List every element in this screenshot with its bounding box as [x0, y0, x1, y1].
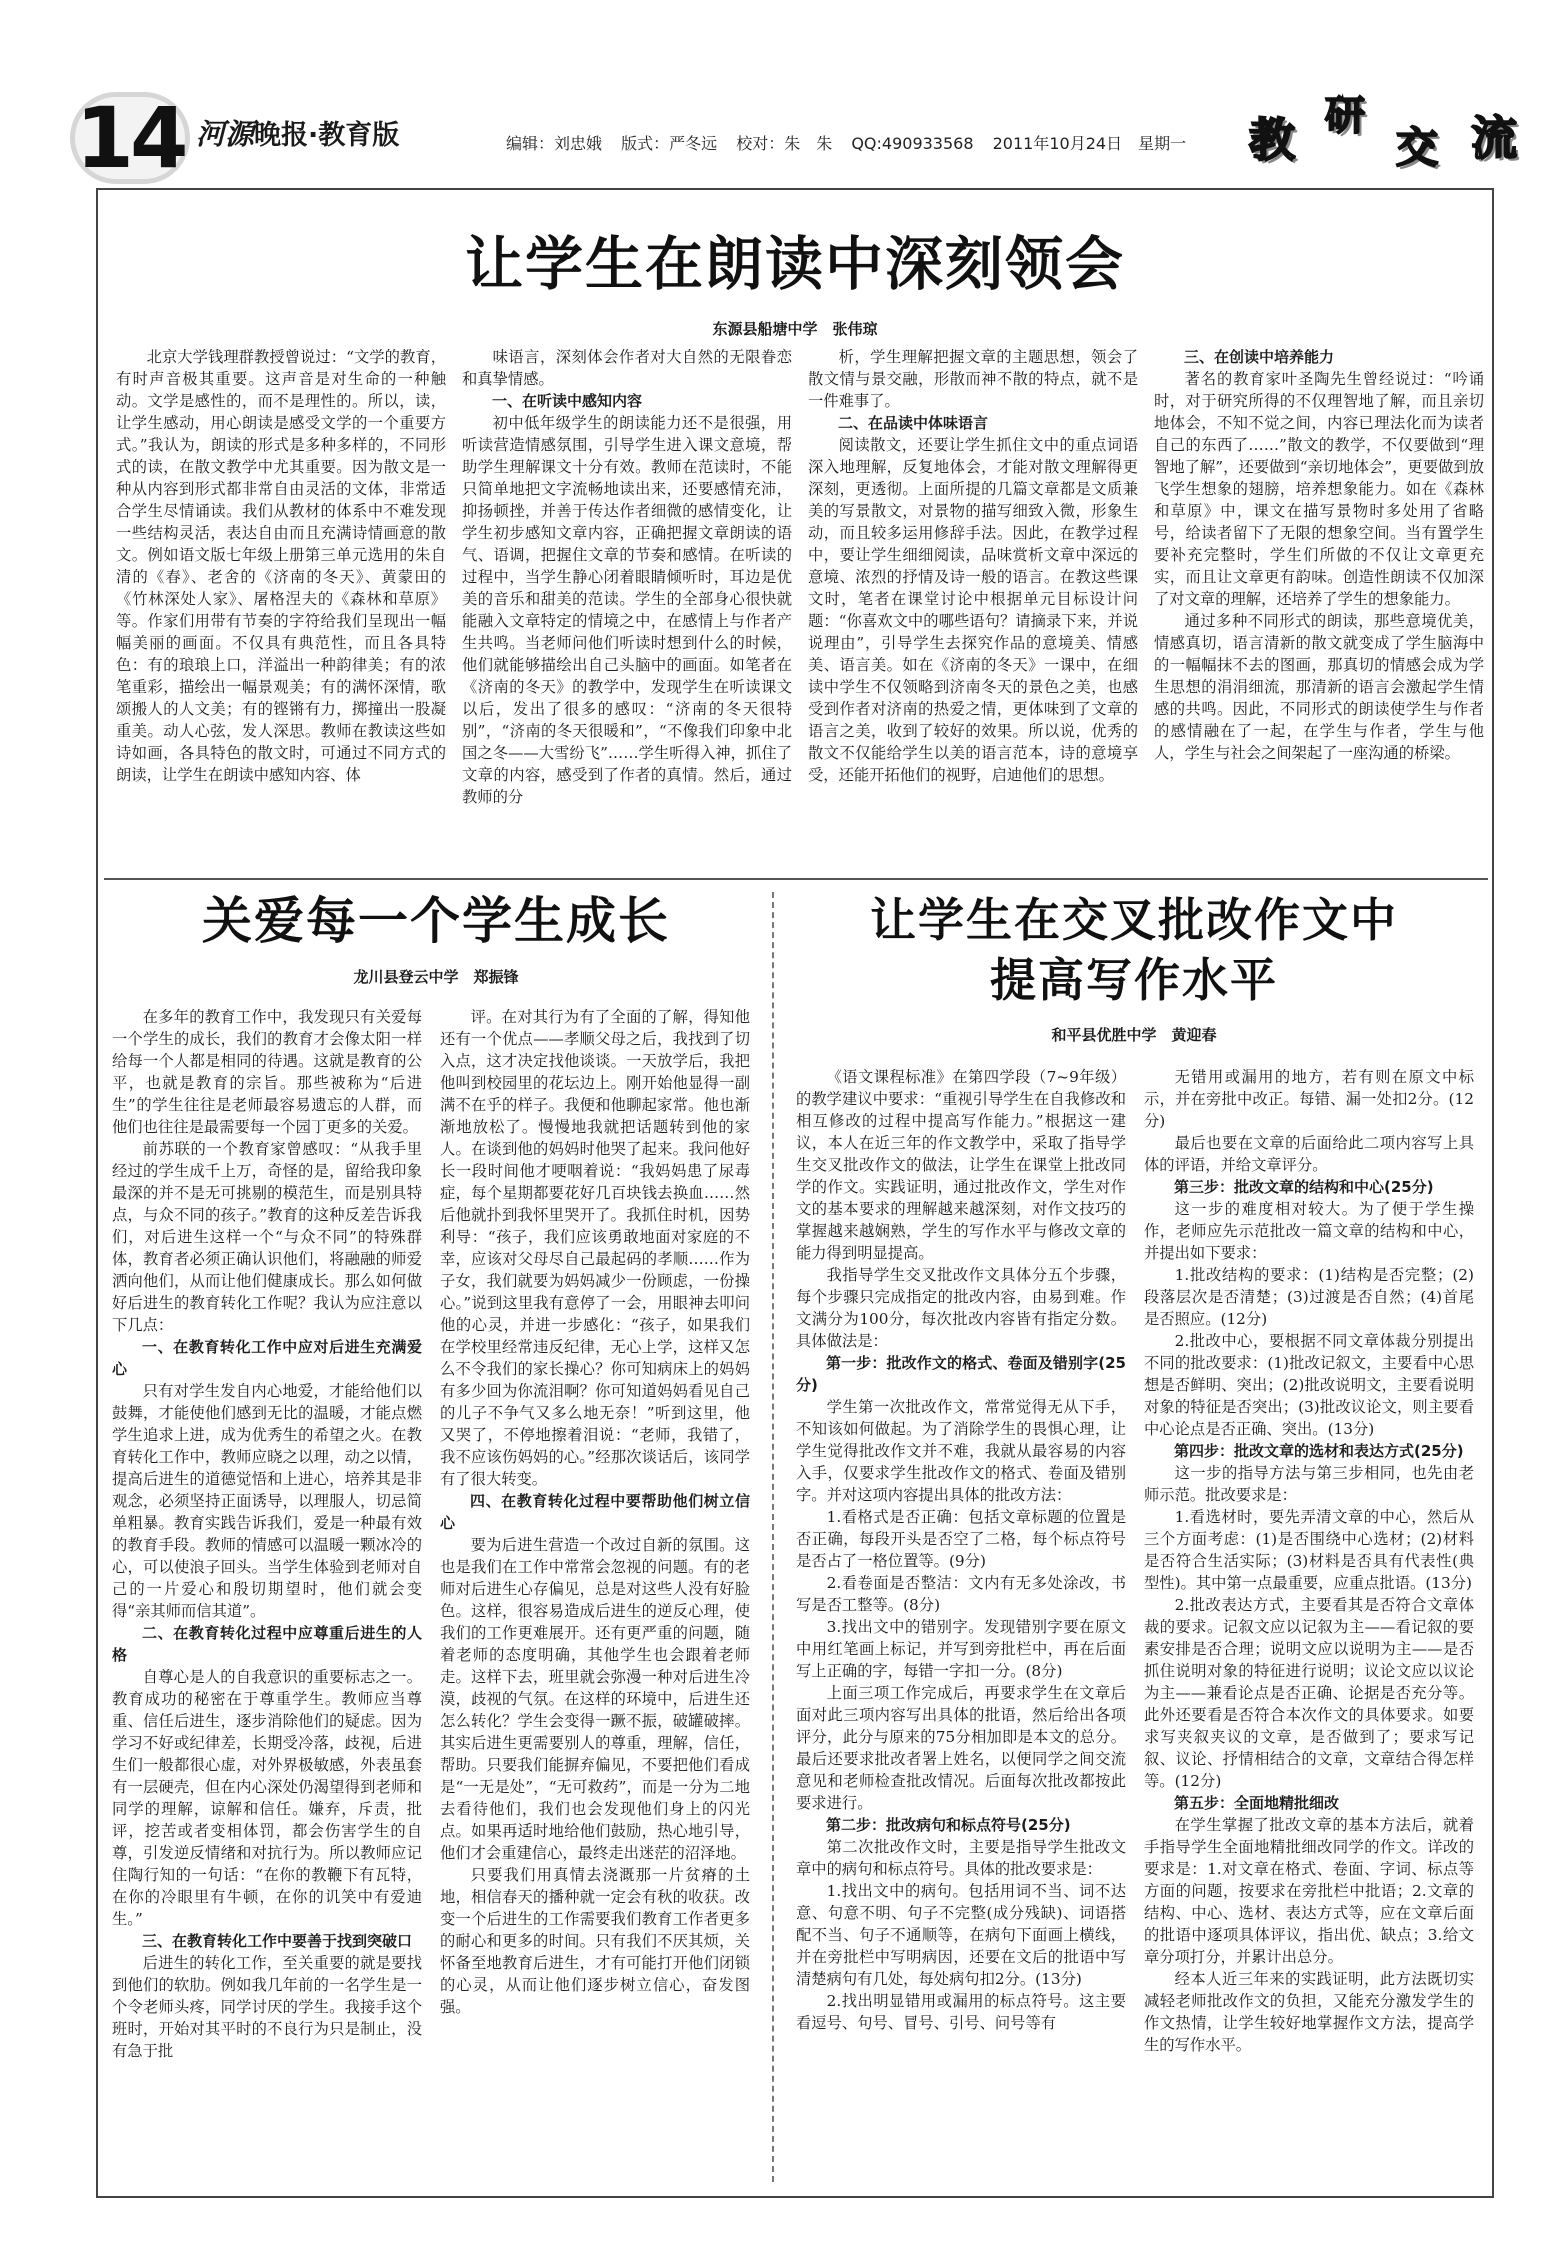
paragraph: 这一步的难度相对较大。为了便于学生操作，老师应先示范批改一篇文章的结构和中心，并提出如下要求：	[1144, 1200, 1474, 1262]
section-heading: 第二步：批改病句和标点符号(25分)	[826, 1816, 1071, 1834]
paragraph: 只有对学生发自内心地爱，才能给他们以鼓舞，才能使他们感到无比的温暖，才能点燃学生追求上进，成为优秀生的希望之火。在教育转化工作中，教师应晓之以理，动之以情，提高后进生的道德觉悟和上进心，培养其是非观念，必须坚持正面诱导，以理服人，切忌简单粗暴。教育实践告诉我们，爱是一种最有效的教育手段。教师的情感可以温暖一颗冰冷的心，可以使浪子回头。当学生体验到老师对自己的一片爱心和殷切期望时，他们就会变得“亲其师而信其道”。	[112, 1382, 422, 1620]
article-3-title-line-1: 让学生在交叉批改作文中	[870, 893, 1398, 947]
qq-number: QQ:490933568	[851, 134, 974, 153]
section-heading: 二、在教育转化过程中应尊重后进生的人格	[112, 1624, 422, 1664]
article-3-col-2	[1144, 1066, 1474, 2186]
section-heading: 一、在听读中感知内容	[492, 392, 643, 410]
proof-credit: 校对：朱 朱	[736, 134, 833, 153]
paragraph: 无错用或漏用的地方，若有则在原文中标示，并在旁批中改正。每错、漏一处扣2分。(12分)	[1144, 1068, 1474, 1130]
article-3-col-1	[796, 1066, 1126, 2186]
section-heading: 三、在教育转化工作中要善于找到突破口	[142, 1932, 413, 1950]
section-char: 教	[1249, 113, 1295, 167]
paragraph: 初中低年级学生的朗读能力还不是很强，用听读营造情感氛围，引导学生进入课文意境，帮助学生理解课文十分有效。教师在范读时，不能只简单地把文字流畅地读出来，还要感情充沛，抑扬顿挫，并善于传达作者细微的感情变化，让学生初步感知文章内容，正确把握文章朗读的语气、语调，把握住文章的节奏和感情。在听读的过程中，当学生静心闭着眼睛倾听时，耳边是优美的音乐和甜美的范读。学生的全部身心很快就能融入文章特定的情境之中，在感情上与作者产生共鸣。当老师问他们听读时想到什么的时候，他们就能够描绘出自己头脑中的画面。如笔者在《济南的冬天》的教学中，发现学生在听读课文以后，发出了很多的感叹：“济南的冬天很特别”，“济南的冬天很暖和”，“不像我们印象中北国之冬——大雪纷飞”……学生听得入神，抓住了文章的内容，感受到了作者的真情。然后，通过教师的分	[462, 414, 792, 806]
editor-credit: 编辑：刘忠娥	[506, 134, 603, 153]
masthead-suffix: 晚报·教育版	[254, 120, 400, 151]
section-heading: 一、在教育转化工作中应对后进生充满爱心	[112, 1338, 422, 1378]
paragraph: 经本人近三年来的实践证明，此方法既切实减轻老师批改作文的负担，又能充分激发学生的作文热情，让学生较好地掌握作文方法，提高学生的写作水平。	[1144, 1970, 1474, 2054]
paragraph: 上面三项工作完成后，再要求学生在文章后面对此三项内容写出具体的批语，然后给出各项评分，此分与原来的75分相加即是本文的总分。最后还要求批改者署上姓名，以便同学之间交流意见和老师检查批改情况。后面每次批改都按此要求进行。	[796, 1684, 1126, 1812]
masthead-brand: 河源	[196, 117, 255, 151]
paragraph: 《语文课程标准》在第四学段（7~9年级）的教学建议中要求：“重视引导学生在自我修改和相互修改的过程中提高写作能力。”根据这一建议，本人在近三年的作文教学中，采取了指导学生交叉批改作文的做法，让学生在课堂上批改同学的作文。实践证明，通过批改作文，学生对作文的基本要求的理解越来越深刻，对作文技巧的掌握越来越娴熟，学生的写作水平与修改文章的能力得到明显提高。	[796, 1068, 1126, 1262]
article-1-col-2	[462, 346, 792, 874]
paragraph: 2.找出明显错用或漏用的标点符号。这主要看逗号、句号、冒号、引号、问号等有	[796, 1992, 1126, 2032]
section-heading: 四、在教育转化过程中要帮助他们树立信心	[440, 1492, 750, 1532]
section-heading: 第三步：批改文章的结构和中心(25分)	[1174, 1178, 1434, 1196]
article-1-title: 让学生在朗读中深刻领会	[464, 230, 1125, 298]
paragraph: 阅读散文，还要让学生抓住文中的重点词语深入地理解，反复地体会，才能对散文理解得更深刻，更透彻。上面所提的几篇文章都是文质兼美的写景散文，对景物的描写细致入微，形象生动，而且较多运用修辞手法。因此，在教学过程中，要让学生细细阅读，品味赏析文章中深远的意境、浓烈的抒情及诗一般的语言。在教这些课文时，笔者在课堂讨论中根据单元目标设计问题：“你喜欢文中的哪些语句？请摘录下来，并说说理由”，引导学生去探究作品的意境美、情感美、语言美。如在《济南的冬天》一课中，在细读中学生不仅领略到济南冬天的景色之美，也感受到作者对济南的热爱之情，更体味到了文章的语言之美，收到了较好的效果。所以说，优秀的散文不仅能给学生以美的语言范本，诗的意境享受，还能开拓他们的视野，启迪他们的思想。	[808, 436, 1138, 784]
paragraph: 味语言，深刻体会作者对大自然的无限眷恋和真挚情感。	[462, 348, 792, 388]
article-1-byline: 东源县船塘中学 张伟琼	[712, 320, 878, 338]
paragraph: 在多年的教育工作中，我发现只有关爱每一个学生的成长，我们的教育才会像太阳一样给每一个人都是相同的待遇。这就是教育的公平，也就是教育的宗旨。那些被称为“后进生”的学生往往是老师最容易遗忘的人群，而他们也往往是最需要每一个园丁更多的关爱。	[112, 1008, 422, 1136]
paragraph: 前苏联的一个教育家曾感叹：“从我手里经过的学生成千上万，奇怪的是，留给我印象最深的并不是无可挑剔的模范生，而是别具特点，与众不同的孩子。”教育的这种反差告诉我们，对后进生这样一个“与众不同”的特殊群体，教育者必须正确认识他们，将融融的师爱洒向他们，从而让他们健康成长。那么如何做好后进生的教育转化工作呢？我认为应注意以下几点：	[112, 1140, 422, 1334]
paragraph: 1.看格式是否正确：包括文章标题的位置是否正确，每段开头是否空了二格，每个标点符号是否占了一格位置等。(9分)	[796, 1508, 1126, 1570]
paragraph: 2.批改中心，要根据不同文章体裁分别提出不同的批改要求：(1)批改记叙文，主要看中心思想是否鲜明、突出；(2)批改说明文，主要看说明对象的特征是否突出；(3)批改议论文，则主要看中心论点是否正确、突出。(13分)	[1144, 1332, 1474, 1438]
section-char: 交	[1395, 123, 1438, 172]
masthead	[196, 112, 399, 153]
paragraph: 1.找出文中的病句。包括用词不当、词不达意、句意不明、句子不完整(成分残缺)、词语搭配不当、句子不通顺等，在病句下面画上横线，并在旁批栏中写明病因，还要在文后的批语中写清楚病句有几处，每处病句扣2分。(13分)	[796, 1882, 1126, 1988]
article-2-col-2	[440, 1006, 750, 2186]
paragraph: 学生第一次批改作文，常常觉得无从下手，不知该如何做起。为了消除学生的畏惧心理，让学生觉得批改作文并不难，我就从最容易的内容入手，仅要求学生批改作文的格式、卷面及错别字。并对这项内容提出具体的批改方法：	[796, 1398, 1126, 1504]
paragraph: 析，学生理解把握文章的主题思想，领会了散文情与景交融，形散而神不散的特点，就不是一件难事了。	[808, 348, 1138, 410]
article-1-col-3	[808, 346, 1138, 874]
layout-credit: 版式：严冬远	[621, 134, 718, 153]
paragraph: 著名的教育家叶圣陶先生曾经说过：“吟诵时，对于研究所得的不仅理智地了解，而且亲切地体会，不知不觉之间，内容已理法化而为读者自己的东西了……”散文的教学，不仅要做到“理智地了解”，还要做到“亲切地体会”，更要做到放飞学生想象的翅膀，培养想象能力。如在《森林和草原》中，课文在描写景物时多处用了省略号，给读者留下了无限的想象空间。当有置学生要补充完整时，学生们所做的不仅让文章更充实，而且让文章更有韵味。创造性朗读不仅加深了对文章的理解，还培养了学生的想象能力。	[1154, 370, 1484, 608]
section-char: 流	[1471, 111, 1517, 165]
paragraph: 通过多种不同形式的朗读，那些意境优美，情感真切，语言清新的散文就变成了学生脑海中的一幅幅抹不去的图画，那真切的情感会成为学生思想的涓涓细流，那清新的语言会激起学生情感的共鸣。因此，不同形式的朗读使学生与作者的感情融在了一起，在学生与作者，学生与他人，学生与社会之间架起了一座沟通的桥梁。	[1154, 612, 1484, 762]
paragraph: 第二次批改作文时，主要是指导学生批改文章中的病句和标点符号。具体的批改要求是：	[796, 1838, 1126, 1878]
paragraph: 我指导学生交叉批改作文具体分五个步骤，每个步骤只完成指定的批改内容，由易到难。作文满分为100分，每次批改内容皆有指定分数。具体做法是：	[796, 1266, 1126, 1350]
paragraph: 1.看选材时，要先弄清文章的中心，然后从三个方面考虑：(1)是否围绕中心选材；(2)材料是否符合生活实际；(3)材料是否具有代表性(典型性)。其中第一点最重要，应重点批语。(13分)	[1144, 1508, 1474, 1592]
paragraph: 最后也要在文章的后面给此二项内容写上具体的评语，并给文章评分。	[1144, 1134, 1474, 1174]
page-number: 14	[75, 89, 185, 187]
article-3-byline: 和平县优胜中学 黄迎春	[1051, 1026, 1217, 1044]
paragraph: 这一步的指导方法与第三步相同，也先由老师示范。批改要求是：	[1144, 1464, 1474, 1504]
article-2-title: 关爱每一个学生成长	[202, 892, 670, 950]
section-heading: 第四步：批改文章的选材和表达方式(25分)	[1174, 1442, 1464, 1460]
section-title	[1232, 88, 1544, 192]
paragraph: 2.批改表达方式，主要看其是否符合文章体裁的要求。记叙文应以记叙为主——看记叙的要素安排是否合理；说明文应以说明为主——是否抓住说明对象的特征进行说明；议论文应以议论为主——兼看论点是否正确、论据是否充分等。此外还要看是否符合本次作文的具体要求。如要求写夹叙夹议的文章，是否做到了；要求写记叙、议论、抒情相结合的文章，文章结合得怎样等。(12分)	[1144, 1596, 1474, 1790]
paragraph: 评。在对其行为有了全面的了解，得知他还有一个优点——孝顺父母之后，我找到了切入点，这才决定找他谈谈。一天放学后，我把他叫到校园里的花坛边上。刚开始他显得一副满不在乎的样子。我便和他聊起家常。他也渐渐地放松了。慢慢地我就把话题转到他的家人。在谈到他的妈妈时他哭了起来。我问他好长一段时间他才哽咽着说：“我妈妈患了尿毒症，每个星期都要花好几百块钱去换血……然后他就扑到我怀里哭开了。我抓住时机，因势利导：“孩子，我们应该勇敢地面对家庭的不幸，应该对父母尽自己最起码的孝顺……作为子女，我们就要为妈妈减少一份顾虑，一份操心。”说到这里我有意停了一会，用眼神去叩问他的心灵，并进一步感化：“孩子，如果我们在学校里经常违反纪律，无心上学，这样又怎么不令我们的家长操心？你可知病床上的妈妈有多少回为你流泪啊？你可知道妈妈看见自己的儿子不争气又多么地无奈！”听到这里，他又哭了，不停地擦着泪说：“老师，我错了，我不应该伤妈妈的心。”经那次谈话后，该同学有了很大转变。	[440, 1008, 750, 1488]
section-heading: 二、在品读中体味语言	[838, 414, 989, 432]
article-2-col-1	[112, 1006, 422, 2186]
section-divider	[104, 878, 1488, 880]
section-heading: 第五步：全面地精批细改	[1174, 1794, 1340, 1812]
paragraph: 要为后进生营造一个改过自新的氛围。这也是我们在工作中常常会忽视的问题。有的老师对后进生心存偏见，总是对这些人没有好脸色。这样，很容易造成后进生的逆反心理，使我们的工作更难展开。还有更严重的问题，随着老师的态度明确，其他学生也会跟着老师走。这样下去，班里就会弥漫一种对后进生冷漠，歧视的气氛。在这样的环境中，后进生还怎么转化？学生会变得一蹶不振，破罐破摔。其实后进生更需要别人的尊重，理解，信任，帮助。只要我们能摒弃偏见，不要把他们看成是“一无是处”，“无可救药”，而是一分为二地去看待他们，我们也会发现他们身上的闪光点。如果再适时地给他们鼓励，热心地引导，他们才会重建信心，最终走出迷茫的沼泽地。	[440, 1536, 750, 1862]
article-1-col-1	[116, 346, 446, 874]
column-divider	[772, 892, 774, 2182]
section-char: 研	[1325, 93, 1365, 139]
section-heading: 三、在创读中培养能力	[1184, 348, 1335, 366]
paragraph: 1.批改结构的要求：(1)结构是否完整；(2)段落层次是否清楚；(3)过渡是否自然；(4)首尾是否照应。(12分)	[1144, 1266, 1474, 1328]
article-3-title-line-2: 提高写作水平	[990, 953, 1278, 1007]
paragraph: 北京大学钱理群教授曾说过：“文学的教育，有时声音极其重要。这声音是对生命的一种触动。文学是感性的，而不是理性的。所以，读，让学生感动，用心朗读是感受文学的一个重要方式。”我认为，朗读的形式是多种多样的，不同形式的读，在散文教学中尤其重要。因为散文是一种从内容到形式都非常自由灵活的文体，非常适合学生尽情诵读。我们从教材的体系中不难发现一些结构灵活，表达自由而且充满诗情画意的散文。例如语文版七年级上册第三单元选用的朱自清的《春》、老舍的《济南的冬天》、黄蒙田的《竹林深处人家》、屠格涅夫的《森林和草原》等。作家们用带有节奏的字符给我们呈现出一幅幅美丽的画面。不仅具有典范性，而且各具特色：有的琅琅上口，洋溢出一种韵律美；有的浓笔重彩，描绘出一幅景观美；有的满怀深情，歌颂搬人的人文美；有的铿锵有力，掷撞出一股凝重美。动人心弦，发人深思。教师在教读这些如诗如画，各具特色的散文时，可通过不同方式的朗读，让学生在朗读中感知内容、体	[116, 348, 446, 784]
paragraph: 自尊心是人的自我意识的重要标志之一。教育成功的秘密在于尊重学生。教师应当尊重、信任后进生，逐步消除他们的疑虑。因为学习不好或纪律差，长期受冷落，歧视，后进生们一般都很心虚，对外界极敏感，外表虽套有一层硬壳，但在内心深处仍渴望得到老师和同学的理解，谅解和信任。嫌弃，斥责，批评，挖苦或者变相体罚，都会伤害学生的自尊，引发逆反情绪和对抗行为。所以教师应记住陶行知的一句话：“在你的教鞭下有瓦特，在你的冷眼里有牛顿，在你的讥笑中有爱迪生。”	[112, 1668, 422, 1928]
paragraph: 只要我们用真情去浇溉那一片贫瘠的土地，相信春天的播种就一定会有秋的收获。改变一个后进生的工作需要我们教育工作者更多的耐心和更多的时间。只有我们不厌其烦，关怀备至地教育后进生，才有可能打开他们闭锁的心灵，从而让他们逐步树立信心，奋发图强。	[440, 1866, 750, 2016]
issue-date: 2011年10月24日 星期一	[992, 134, 1187, 153]
paragraph: 3.找出文中的错别字。发现错别字要在原文中用红笔画上标记，并写到旁批栏中，再在后面写上正确的字，每错一字扣一分。(8分)	[796, 1618, 1126, 1680]
paragraph: 在学生掌握了批改文章的基本方法后，就着手指导学生全面地精批细改同学的作文。详改的要求是：1.对文章在格式、卷面、字词、标点等方面的问题，按要求在旁批栏中批语；2.文章的结构、中心、选材、表达方式等，应在文章后面的批语中逐项具体评议，指出优、缺点；3.给文章分项打分，并累计出总分。	[1144, 1816, 1474, 1966]
paragraph: 2.看卷面是否整洁：文内有无多处涂改，书写是否工整等。(8分)	[796, 1574, 1126, 1614]
article-1-col-4	[1154, 346, 1484, 874]
header-meta	[506, 131, 1200, 154]
article-2-byline: 龙川县登云中学 郑振锋	[353, 968, 519, 986]
paragraph: 后进生的转化工作，至关重要的就是要找到他们的软肋。例如我几年前的一名学生是一个令老师头疼，同学讨厌的学生。我接手这个班时，开始对其平时的不良行为只是制止，没有急于批	[112, 1954, 422, 2060]
section-heading: 第一步：批改作文的格式、卷面及错别字(25分)	[796, 1354, 1126, 1394]
